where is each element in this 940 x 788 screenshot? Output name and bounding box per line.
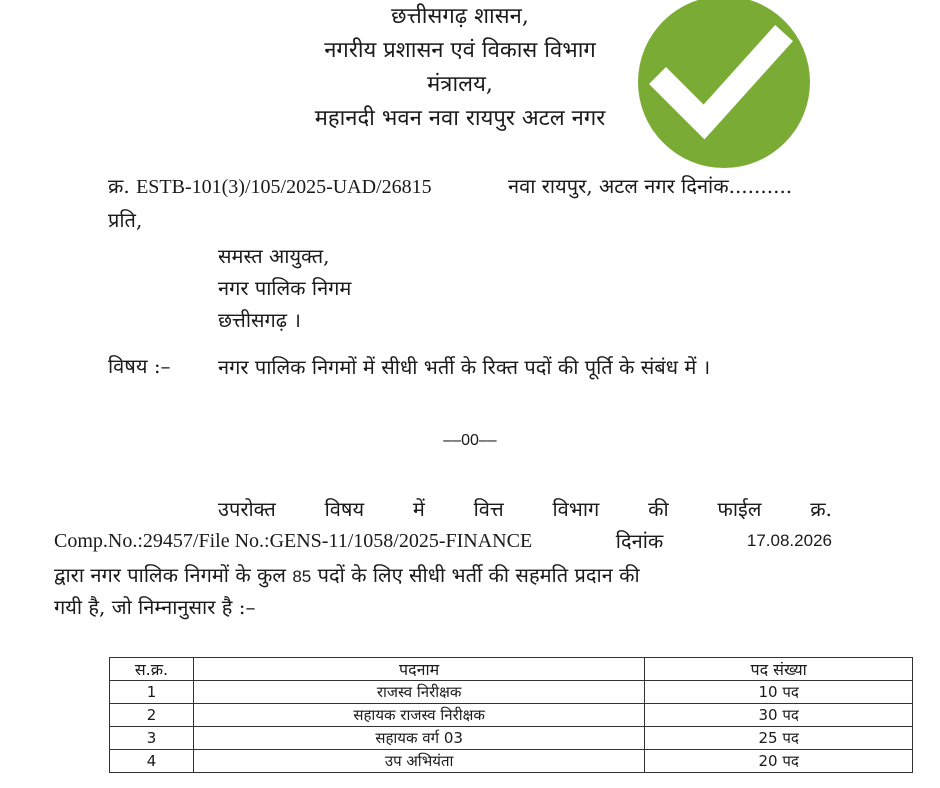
col-header-post: पदनाम — [193, 658, 644, 681]
body-word: विषय — [324, 497, 365, 521]
count-value: 20 — [758, 752, 778, 770]
header-line-3: मंत्रालय, — [427, 72, 493, 97]
body-word: उपरोक्त — [218, 497, 276, 521]
table-row — [110, 750, 913, 773]
checkmark-icon — [636, 0, 812, 176]
cell-post: उप अभियंता — [193, 750, 644, 773]
cell-count — [645, 750, 913, 773]
table-header-row — [110, 658, 913, 681]
table-row — [110, 681, 913, 704]
count-value: 10 — [758, 683, 778, 701]
body-line-2 — [54, 526, 832, 556]
body-word: क्र. — [810, 497, 832, 521]
finance-file-reference: Comp.No.:29457/File No.:GENS-11/1058/2025-FINANCE — [54, 530, 533, 552]
addressee-line-3: छत्तीसगढ़ । — [218, 308, 301, 332]
posts-table — [109, 657, 913, 773]
col-header-sno: स.क्र. — [110, 658, 194, 681]
place-date: नवा रायपुर, अटल नगर दिनांक.......... — [508, 174, 793, 198]
count-unit: पद — [782, 683, 799, 701]
addressee-line-2: नगर पालिक निगम — [218, 276, 352, 300]
body-text: पदों के लिए सीधी भर्ती की सहमति प्रदान की — [317, 563, 640, 587]
col-header-count: पद संख्या — [645, 658, 913, 681]
body-word: की — [648, 497, 669, 521]
count-unit: पद — [782, 729, 799, 747]
finance-file-date: 17.08.2026 — [746, 531, 832, 550]
subject-text: नगर पालिक निगमों में सीधी भर्ती के रिक्त पदों की पूर्ति के संबंध में । — [218, 355, 711, 379]
reference-prefix: क्र. — [108, 174, 130, 198]
to-label: प्रति, — [108, 208, 143, 232]
reference-number — [108, 172, 432, 201]
subject-label: विषय :– — [108, 354, 171, 378]
body-word: में — [412, 497, 425, 521]
table-row — [110, 727, 913, 750]
table-row — [110, 704, 913, 727]
body-word: वित्त — [473, 497, 504, 521]
count-value: 30 — [758, 706, 778, 724]
body-word: विभाग — [552, 497, 600, 521]
cell-sno: 1 — [110, 681, 194, 704]
section-divider: ––00–– — [443, 432, 497, 449]
cell-sno: 3 — [110, 727, 194, 750]
total-posts-count: 85 — [292, 567, 312, 586]
cell-count — [645, 681, 913, 704]
body-word: फाईल — [717, 497, 762, 521]
cell-sno: 2 — [110, 704, 194, 727]
count-unit: पद — [782, 706, 799, 724]
dinank-label: दिनांक — [615, 529, 664, 553]
addressee-line-1: समस्त आयुक्त, — [218, 244, 330, 268]
body-line-3 — [54, 560, 832, 592]
reference-code: ESTB-101(3)/105/2025-UAD/26815 — [136, 176, 432, 198]
header-line-4: महानदी भवन नवा रायपुर अटल नगर — [314, 106, 606, 131]
body-line-4: गयी है, जो निम्नानुसार है :– — [54, 595, 256, 619]
header-line-2: नगरीय प्रशासन एवं विकास विभाग — [324, 38, 596, 63]
cell-post: राजस्व निरीक्षक — [193, 681, 644, 704]
body-text: द्वारा नगर पालिक निगमों के कुल — [54, 563, 286, 587]
cell-count — [645, 704, 913, 727]
cell-sno: 4 — [110, 750, 194, 773]
header-line-1: छत्तीसगढ़ शासन, — [391, 4, 529, 29]
body-line-1 — [218, 494, 832, 524]
count-unit: पद — [782, 752, 799, 770]
cell-post: सहायक वर्ग 03 — [193, 727, 644, 750]
count-value: 25 — [758, 729, 778, 747]
cell-count — [645, 727, 913, 750]
cell-post: सहायक राजस्व निरीक्षक — [193, 704, 644, 727]
